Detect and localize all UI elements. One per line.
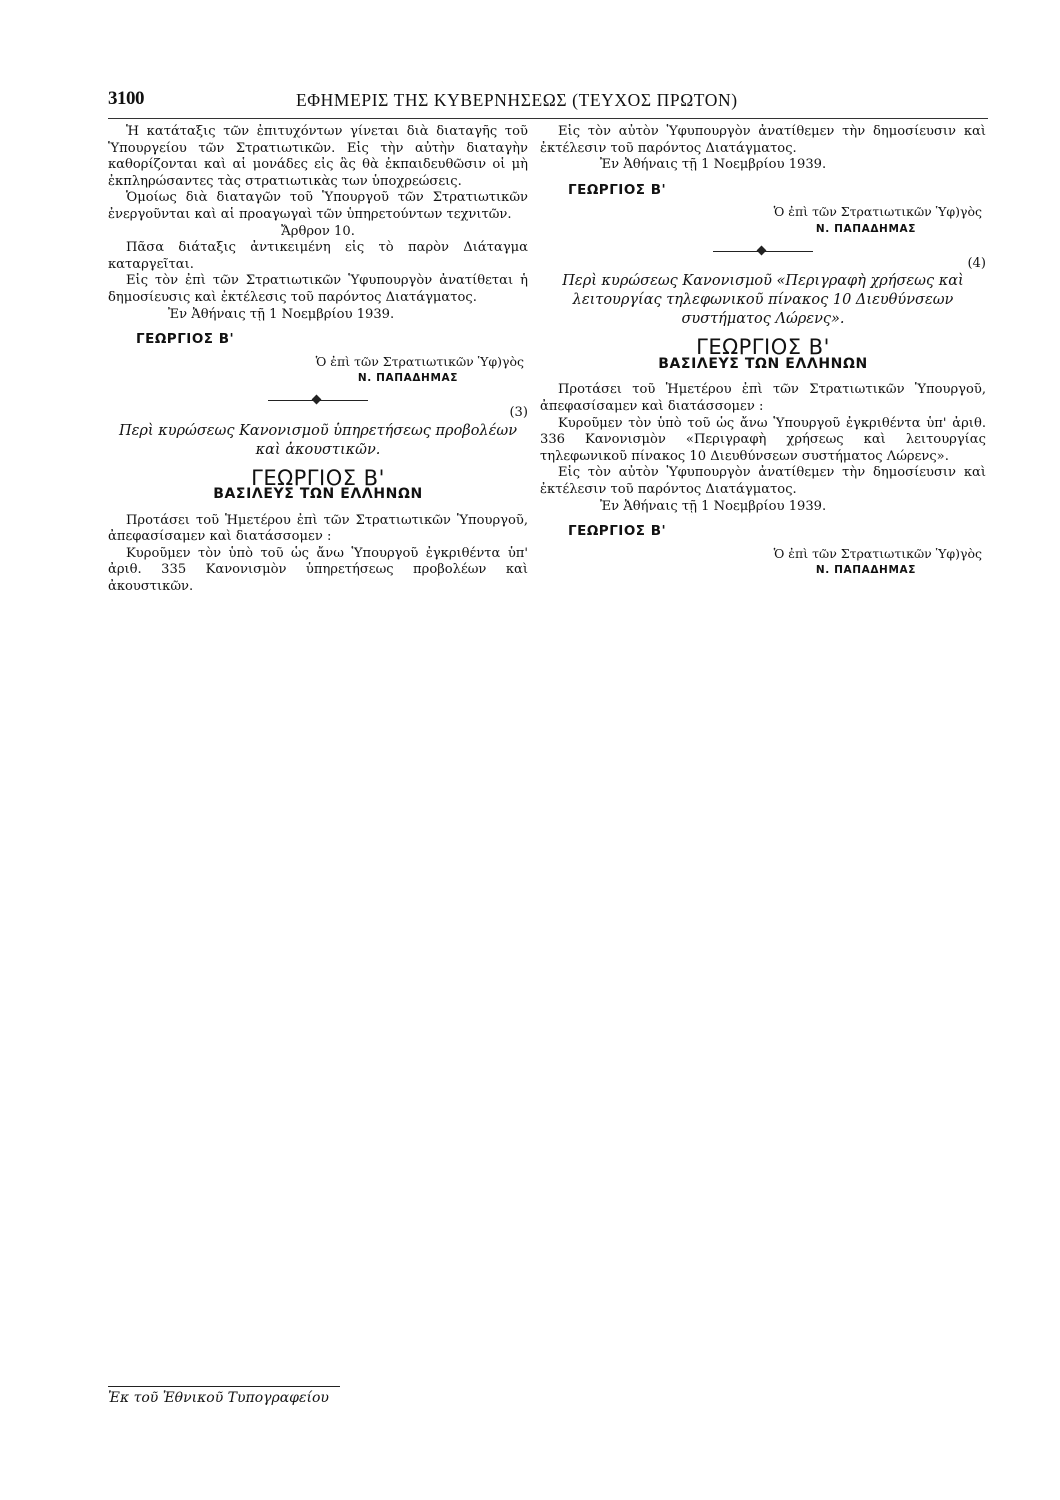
diamond-ornament-icon xyxy=(312,394,322,404)
official-title: Ὁ ἐπὶ τῶν Στρατιωτικῶν Ὑφ)γὸς xyxy=(315,353,524,369)
footer-rule xyxy=(108,1386,340,1387)
gazette-title: ΕΦΗΜΕΡΙΣ ΤΗΣ ΚΥΒΕΡΝΗΣΕΩΣ (ΤΕΥΧΟΣ ΠΡΩΤΟΝ) xyxy=(296,90,738,110)
page-header xyxy=(108,88,988,118)
decree-number: (4) xyxy=(967,255,986,271)
paragraph: Ἡ κατάταξις τῶν ἐπιτυχόντων γίνεται διὰ διαταγῆς τοῦ Ὑπουργείου τῶν Στρατιωτικῶν. Εἰς τὴν αὐτὴν διαταγὴν καθορίζονται καὶ αἱ μονάδες εἰς ἃς θὰ ἐκπαιδευθῶσιν οἱ μὴ ἐκπληρώσαντες τὰς στρατιωτικὰς των ὑποχρεώσεις. xyxy=(108,124,528,189)
paragraph: Εἰς τὸν ἐπὶ τῶν Στρατιωτικῶν Ὑφυπουργὸν ἀνατίθεται ἡ δημοσίευσις καὶ ἐκτέλεσις τοῦ παρόντος Διατάγματος. xyxy=(108,273,528,305)
decree-date: Ἐν Ἀθήναις τῇ 1 Νοεμβρίου 1939. xyxy=(168,306,395,322)
paragraph: Ὁμοίως διὰ διαταγῶν τοῦ Ὑπουργοῦ τῶν Στρατιωτικῶν ἐνεργοῦνται καὶ αἱ προαγωγαὶ τῶν ὑπηρετούντων τεχνιτῶν. xyxy=(108,190,528,222)
king-heading: ΓΕΩΡΓΙΟΣ Β' xyxy=(251,465,385,490)
decree-date: Ἐν Ἀθήναις τῇ 1 Νοεμβρίου 1939. xyxy=(600,498,827,514)
king-signature: ΓΕΩΡΓΙΟΣ Β' xyxy=(568,181,667,198)
article-heading: Ἄρθρον 10. xyxy=(281,223,355,239)
official-name: Ν. ΠΑΠΑΔΗΜΑΣ xyxy=(815,222,916,235)
king-signature: ΓΕΩΡΓΙΟΣ Β' xyxy=(136,331,235,348)
left-column xyxy=(108,124,528,596)
king-signature: ΓΕΩΡΓΙΟΣ Β' xyxy=(568,523,667,540)
diamond-ornament-icon xyxy=(757,245,767,255)
paragraph: Προτάσει τοῦ Ἡμετέρου ἐπὶ τῶν Στρατιωτικῶν Ὑπουργοῦ, ἀπεφασίσαμεν καὶ διατάσσομεν : xyxy=(540,382,986,414)
decree-subject: Περὶ κυρώσεως Κανονισμοῦ «Περιγραφὴ χρήσεως καὶ λειτουργίας τηλεφωνικοῦ πίνακος 10 Διευθύνσεων συστήματος Λώρενς». xyxy=(562,273,964,328)
header-rule xyxy=(108,118,988,119)
section-divider xyxy=(268,395,368,405)
decree-subject: Περὶ κυρώσεως Κανονισμοῦ ὑπηρετήσεως προβολέων καὶ ἀκουστικῶν. xyxy=(118,422,518,458)
page-footer xyxy=(108,1386,340,1406)
king-subtitle: ΒΑΣΙΛΕΥΣ ΤΩΝ ΕΛΛΗΝΩΝ xyxy=(658,355,868,372)
paragraph: Κυροῦμεν τὸν ὑπὸ τοῦ ὡς ἄνω Ὑπουργοῦ ἐγκριθέντα ὑπ' ἀριθ. 335 Κανονισμὸν ὑπηρετήσεως προβολέων καὶ ἀκουστικῶν. xyxy=(108,545,528,595)
paragraph: Εἰς τὸν αὐτὸν Ὑφυπουργὸν ἀνατίθεμεν τὴν δημοσίευσιν καὶ ἐκτέλεσιν τοῦ παρόντος Διατάγματος. xyxy=(540,465,986,497)
king-subtitle: ΒΑΣΙΛΕΥΣ ΤΩΝ ΕΛΛΗΝΩΝ xyxy=(213,486,423,503)
section-divider xyxy=(713,246,813,256)
paragraph: Πᾶσα διάταξις ἀντικειμένη εἰς τὸ παρὸν Διάταγμα καταργεῖται. xyxy=(108,240,528,272)
official-title: Ὁ ἐπὶ τῶν Στρατιωτικῶν Ὑφ)γὸς xyxy=(773,204,982,220)
official-name: Ν. ΠΑΠΑΔΗΜΑΣ xyxy=(357,372,458,385)
paragraph: Κυροῦμεν τὸν ὑπὸ τοῦ ὡς ἄνω Ὑπουργοῦ ἐγκριθέντα ὑπ' ἀριθ. 336 Κανονισμὸν «Περιγραφὴ χρήσεως καὶ λειτουργίας τηλεφωνικοῦ πίνακος 10 Διευθύνσεων συστήματος Λώρενς». xyxy=(540,415,986,464)
official-title: Ὁ ἐπὶ τῶν Στρατιωτικῶν Ὑφ)γὸς xyxy=(773,545,982,561)
paragraph: Εἰς τὸν αὐτὸν Ὑφυπουργὸν ἀνατίθεμεν τὴν δημοσίευσιν καὶ ἐκτέλεσιν τοῦ παρόντος Διατάγματος. xyxy=(540,124,986,156)
page-number: 3100 xyxy=(108,88,144,109)
king-heading: ΓΕΩΡΓΙΟΣ Β' xyxy=(696,335,830,360)
official-name: Ν. ΠΑΠΑΔΗΜΑΣ xyxy=(815,564,916,577)
right-column xyxy=(540,124,986,579)
paragraph: Προτάσει τοῦ Ἡμετέρου ἐπὶ τῶν Στρατιωτικῶν Ὑπουργοῦ, ἀπεφασίσαμεν καὶ διατάσσομεν : xyxy=(108,512,528,545)
printer-imprint: Ἐκ τοῦ Ἐθνικοῦ Τυπογραφείου xyxy=(108,1390,329,1406)
decree-date: Ἐν Ἀθήναις τῇ 1 Νοεμβρίου 1939. xyxy=(600,157,827,173)
decree-number: (3) xyxy=(509,404,528,420)
